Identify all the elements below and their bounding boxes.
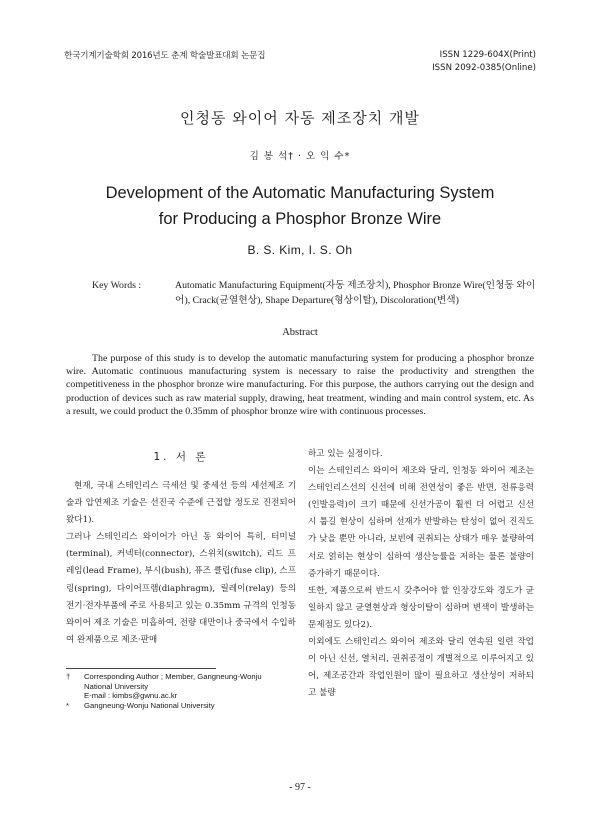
authors-korean: 김 봉 석† · 오 익 수*: [249, 151, 351, 162]
footnote-corresponding: [66, 672, 296, 701]
issn-print: ISSN 1229-604X(Print): [439, 50, 536, 60]
footnote-affiliation: [66, 701, 296, 711]
keywords-text: Automatic Manufacturing Equipment(자동 제조장치), Phosphor Bronze Wire(인청동 와이어), Crack(균열현상), Shape Departure(형상이탈), Discoloration(변색): [175, 280, 536, 306]
title-english-line1: Development of the Automatic Manufacturing System: [105, 184, 495, 202]
left-column: [66, 448, 296, 649]
body-paragraph: 이는 스테인리스 와이어 제조와 달리, 인청동 와이어 제조는 스테인리스선의 신선에 비해 전연성이 좋은 반면, 전류응력(인발응력)이 크기 때문에 신선가공이 훨씬 더 어렵고 신선 시 툽길 현상이 심하며 선재가 반발하는 탄성이 없어 진직도가 낮을 뿐만 아니라, 보빈에 권취되는 상태가 매우 불량하여 서로 얽히는 현상이 심하여 생산능률을 저하는 물론 불량이 증가하기 때문이다.: [308, 466, 534, 579]
journal-header: 한국기계기술학회 2016년도 춘계 학술발표대회 논문집: [64, 51, 266, 61]
footnote-dagger-mark: †: [66, 672, 71, 681]
body-paragraph: 그러나 스테인리스 와이어가 아닌 동 와이어 특히, 터미널(terminal), 커넥터(connector), 스위치(switch), 리드 프레임(lead Frame), 부시(bush), 퓨즈 클립(fuse clip), 스프링(spring), 다이어프램(diaphragm), 릴레이(relay) 등의 전기·전자부품에 주로 사용되고 있는 0.35mm 규격의 인청동 와이어 제조 기술은 미흡하여, 전량 대만이나 중국에서 수입하여 완제품으로 제조·판매: [66, 532, 296, 645]
issn-online: ISSN 2092-0385(Online): [432, 63, 536, 73]
page-number: - 97 -: [289, 782, 311, 793]
abstract-heading: Abstract: [282, 327, 318, 338]
title-english-line2: for Producing a Phosphor Bronze Wire: [158, 210, 442, 228]
authors-english: B. S. Kim, I. S. Oh: [247, 243, 353, 257]
abstract-text: The purpose of this study is to develop the automatic manufacturing system for producing a phosphor bronze wire. Automatic continuous manufacturing system is necessary to raise the productivity and strengthen the competitiveness in the phosphor bronze wire manufacturing. For this purpose, the authors carrying out the design and production of devices such as raw material supply, drawing, heat treatment, winding and main control system, etc. As a result, we could product the 0.35mm of phosphor bronze wire with continuous processes.: [66, 353, 534, 417]
title-korean: 인청동 와이어 자동 제조장치 개발: [180, 109, 420, 127]
body-paragraph: 현재, 국내 스테인리스 극세선 및 중세선 등의 세선제조 기술과 압연제조 기술은 선진국 수준에 근접할 정도로 진전되어 왔다1).: [66, 481, 296, 526]
body-paragraph: 또한, 제품으로써 반드시 갖추어야 할 인장강도와 경도가 균일하지 않고 균열현상과 형상이탈이 심하며 변색이 발생하는 문제점도 있다2).: [308, 585, 534, 630]
footnote-divider: [66, 668, 216, 669]
body-paragraph: 하고 있는 실정이다.: [308, 449, 383, 459]
right-column: [308, 446, 534, 702]
body-paragraph: 이외에도 스테인리스 와이어 제조와 달리 연속된 일련 작업이 아닌 신선, 열처리, 권취공정이 개별적으로 이루어지고 있어, 제조공간과 작업인원이 많이 필요하고 생산성이 저하되고 불량: [308, 637, 534, 699]
keywords-label: Key Words :: [92, 280, 142, 291]
footnote-line: Gangneung-Wonju National University: [84, 700, 215, 710]
footnote-line: Corresponding Author ; Member, Gangneung-Wonju: [84, 672, 262, 681]
footnotes: [66, 672, 296, 710]
section-heading: 1. 서 론: [153, 451, 209, 463]
title-english: [0, 180, 600, 232]
issn-block: [432, 49, 536, 75]
footnote-asterisk-mark: *: [66, 700, 69, 710]
footnote-line: National University: [84, 681, 149, 691]
footnote-email: E-mail : kimbs@gwnu.ac.kr: [84, 691, 178, 701]
